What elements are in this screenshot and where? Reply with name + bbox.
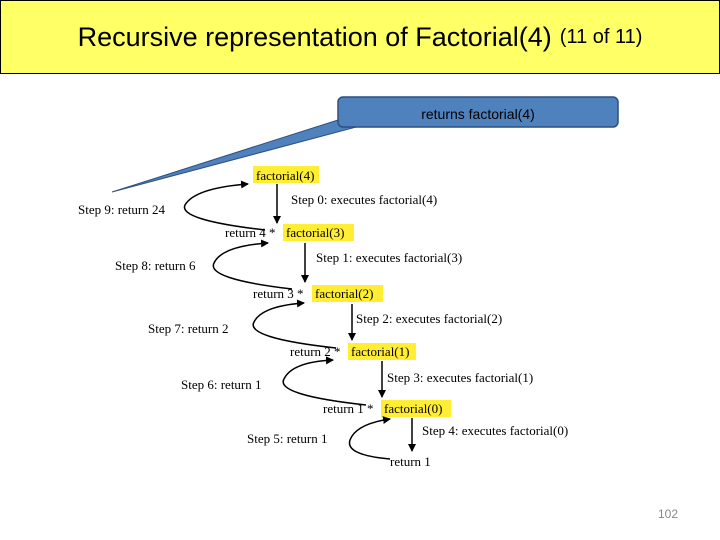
step-return-label: Step 6: return 1 xyxy=(181,377,262,392)
return-expression: return 3 * xyxy=(253,286,307,301)
return-expression: return 4 * xyxy=(225,225,279,240)
call-label: factorial(0) xyxy=(384,401,443,416)
return-expression: return 1 * xyxy=(323,401,377,416)
base-case-label: return 1 xyxy=(390,454,431,469)
return-arrow xyxy=(283,360,366,405)
step-execute-label: Step 3: executes factorial(1) xyxy=(387,370,534,385)
slide-title: Recursive representation of Factorial(4) xyxy=(77,21,552,52)
step-execute-label: Step 4: executes factorial(0) xyxy=(422,423,569,438)
callout-text: returns factorial(4) xyxy=(421,106,535,122)
call-label: factorial(1) xyxy=(351,344,410,359)
top-call-label: factorial(4) xyxy=(256,168,315,183)
callout-pointer xyxy=(112,118,390,192)
return-arrow xyxy=(350,419,391,459)
call-label: factorial(3) xyxy=(286,225,345,240)
return-arrow xyxy=(213,243,292,289)
return-expression: return 2 * xyxy=(290,344,344,359)
return-arrow xyxy=(184,184,265,230)
return-arrow xyxy=(253,303,336,348)
slide-title-suffix: (11 of 11) xyxy=(559,25,643,48)
call-label: factorial(2) xyxy=(315,286,374,301)
step-return-label: Step 8: return 6 xyxy=(115,258,196,273)
step-return-label: Step 7: return 2 xyxy=(148,321,229,336)
step-execute-label: Step 2: executes factorial(2) xyxy=(356,311,503,326)
page-number: 102 xyxy=(657,507,679,521)
step-return-label: Step 9: return 24 xyxy=(78,202,166,217)
step-execute-label: Step 0: executes factorial(4) xyxy=(291,192,438,207)
step-execute-label: Step 1: executes factorial(3) xyxy=(316,250,463,265)
step-return-label: Step 5: return 1 xyxy=(247,431,328,446)
